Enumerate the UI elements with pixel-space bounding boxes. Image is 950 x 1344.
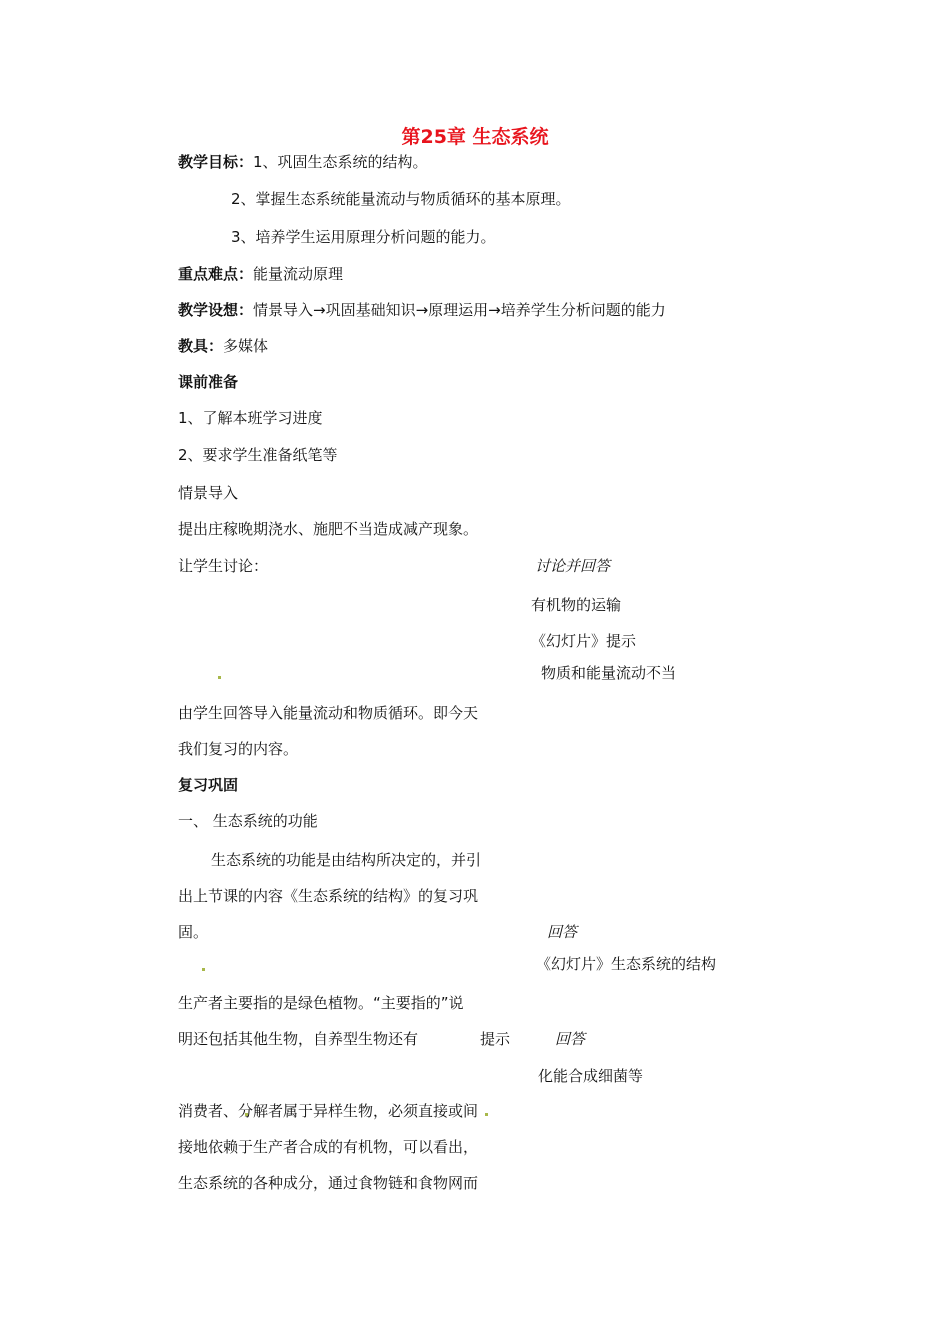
review-answer-1: 回答 [547,923,578,941]
intro-right-slide-hint: 《幻灯片》提示 [531,632,637,650]
review-heading: 复习巩固 [178,776,239,794]
review-section-1: 一、 生态系统的功能 [178,812,318,830]
design-line [178,300,666,320]
tools-value: 多媒体 [223,337,269,355]
intro-text: 提出庄稼晚期浇水、施肥不当造成减产现象。 [178,520,479,538]
review-p2-line-2: 明还包括其他生物，自养型生物还有 [178,1030,419,1048]
intro-heading: 情景导入 [178,484,239,502]
design-label: 教学设想： [178,301,254,319]
mark-dot [218,676,221,679]
design-value: 情景导入→巩固基础知识→原理运用→培养学生分析问题的能力 [253,301,666,319]
intro-right-improper-flow: 物质和能量流动不当 [541,664,677,682]
tools-line [178,336,268,356]
review-p3-line-1: 消费者、分解者属于异样生物，必须直接或间 [178,1102,479,1120]
mark-dot [485,1113,488,1116]
key-points-line [178,264,343,284]
prep-item-2: 2、要求学生准备纸笔等 [178,446,338,464]
intro-right-organic-transport: 有机物的运输 [531,596,622,614]
prep-item-1: 1、了解本班学习进度 [178,409,323,427]
review-p1-line-2: 出上节课的内容《生态系统的结构》的复习巩 [178,887,479,905]
review-slide-structure: 《幻灯片》生态系统的结构 [536,955,717,973]
review-answer-2: 回答 [555,1030,586,1048]
review-answer-2-text: 化能合成细菌等 [538,1067,644,1085]
intro-lead-line-2: 我们复习的内容。 [178,740,299,758]
review-p2-line-1: 生产者主要指的是绿色植物。“主要指的”说 [178,994,464,1012]
prep-heading: 课前准备 [178,373,239,391]
tools-label: 教具： [178,337,224,355]
review-p1-line-1: 生态系统的功能是由结构所决定的，并引 [211,851,482,869]
objectives-line-1 [178,152,428,172]
objective-item-1: 1、巩固生态系统的结构。 [253,153,428,171]
review-p1-line-3: 固。 [178,923,209,941]
review-p3-line-3: 生态系统的各种成分，通过食物链和食物网而 [178,1174,479,1192]
objectives-label: 教学目标： [178,153,254,171]
objective-item-3: 3、培养学生运用原理分析问题的能力。 [231,228,496,246]
review-p3-line-2: 接地依赖于生产者合成的有机物，可以看出， [178,1138,479,1156]
mark-dot [202,968,205,971]
key-points-label: 重点难点： [178,265,254,283]
page-title: 第25章 生态系统 [401,126,549,148]
intro-lead-line-1: 由学生回答导入能量流动和物质循环。即今天 [178,704,479,722]
key-points-value: 能量流动原理 [253,265,344,283]
intro-discuss: 让学生讨论： [178,557,269,575]
review-hint: 提示 [480,1030,511,1048]
intro-right-discuss-answer: 讨论并回答 [535,557,611,575]
objective-item-2: 2、掌握生态系统能量流动与物质循环的基本原理。 [231,190,571,208]
